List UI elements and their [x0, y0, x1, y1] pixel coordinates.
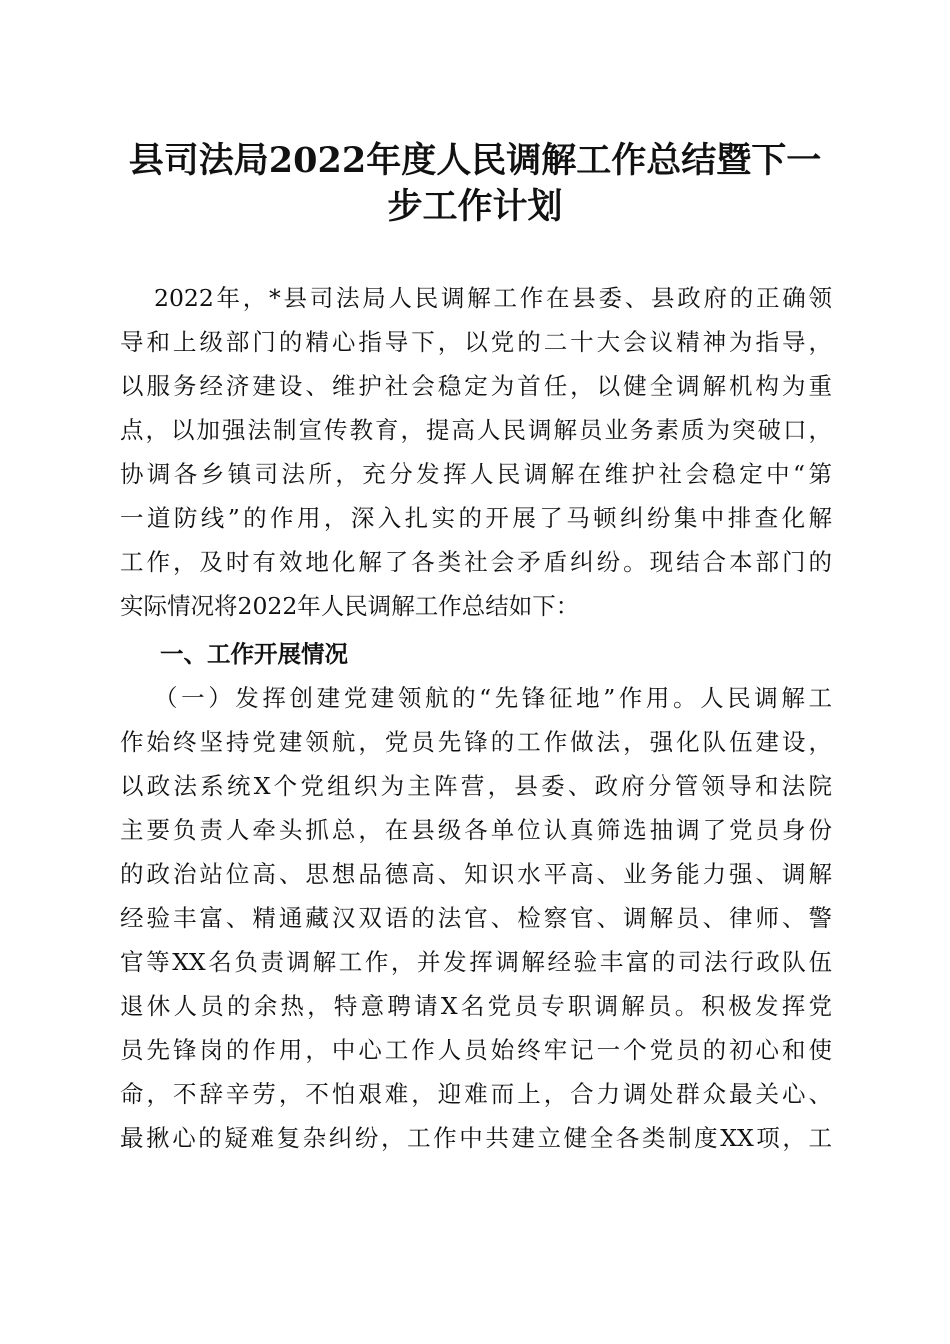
document-title-line-2: 步工作计划	[387, 186, 563, 227]
paragraph-line: 导和上级部门的精心指导下，以党的二十大会议精神为指导，	[120, 328, 832, 356]
paragraph-line: 经验丰富、精通藏汉双语的法官、检察官、调解员、律师、警	[120, 904, 832, 932]
paragraph-line: 官等XX名负责调解工作，并发挥调解经验丰富的司法行政队伍	[120, 948, 832, 976]
paragraph-line: （一）发挥创建党建领航的“先锋征地”作用。人民调解工	[154, 684, 832, 712]
paragraph-line: 以政法系统X个党组织为主阵营，县委、政府分管领导和法院	[120, 772, 832, 800]
paragraph-line: 退休人员的余热，特意聘请X名党员专职调解员。积极发挥党	[120, 992, 832, 1020]
paragraph-line: 协调各乡镇司法所，充分发挥人民调解在维护社会稳定中“第	[120, 460, 832, 488]
section-heading: 一、工作开展情况	[160, 640, 348, 668]
paragraph-line: 作始终坚持党建领航，党员先锋的工作做法，强化队伍建设，	[120, 728, 832, 756]
document-title-line-1: 县司法局2022年度人民调解工作总结暨下一	[128, 140, 822, 181]
paragraph-line: 的政治站位高、思想品德高、知识水平高、业务能力强、调解	[120, 860, 832, 888]
paragraph-line: 一道防线”的作用，深入扎实的开展了马顿纠纷集中排查化解	[120, 504, 832, 532]
paragraph-line: 实际情况将2022年人民调解工作总结如下：	[120, 592, 580, 620]
paragraph-line: 2022年，*县司法局人民调解工作在县委、县政府的正确领	[154, 284, 832, 312]
paragraph-line: 员先锋岗的作用，中心工作人员始终牢记一个党员的初心和使	[120, 1036, 832, 1064]
paragraph-line: 以服务经济建设、维护社会稳定为首任，以健全调解机构为重	[120, 372, 832, 400]
paragraph-line: 主要负责人牵头抓总，在县级各单位认真筛选抽调了党员身份	[120, 816, 832, 844]
paragraph-line: 最揪心的疑难复杂纠纷，工作中共建立健全各类制度XX项，工	[120, 1124, 832, 1152]
paragraph-line: 工作，及时有效地化解了各类社会矛盾纠纷。现结合本部门的	[120, 548, 832, 576]
paragraph-line: 点，以加强法制宣传教育，提高人民调解员业务素质为突破口，	[120, 416, 832, 444]
paragraph-line: 命，不辞辛劳，不怕艰难，迎难而上，合力调处群众最关心、	[120, 1080, 832, 1108]
